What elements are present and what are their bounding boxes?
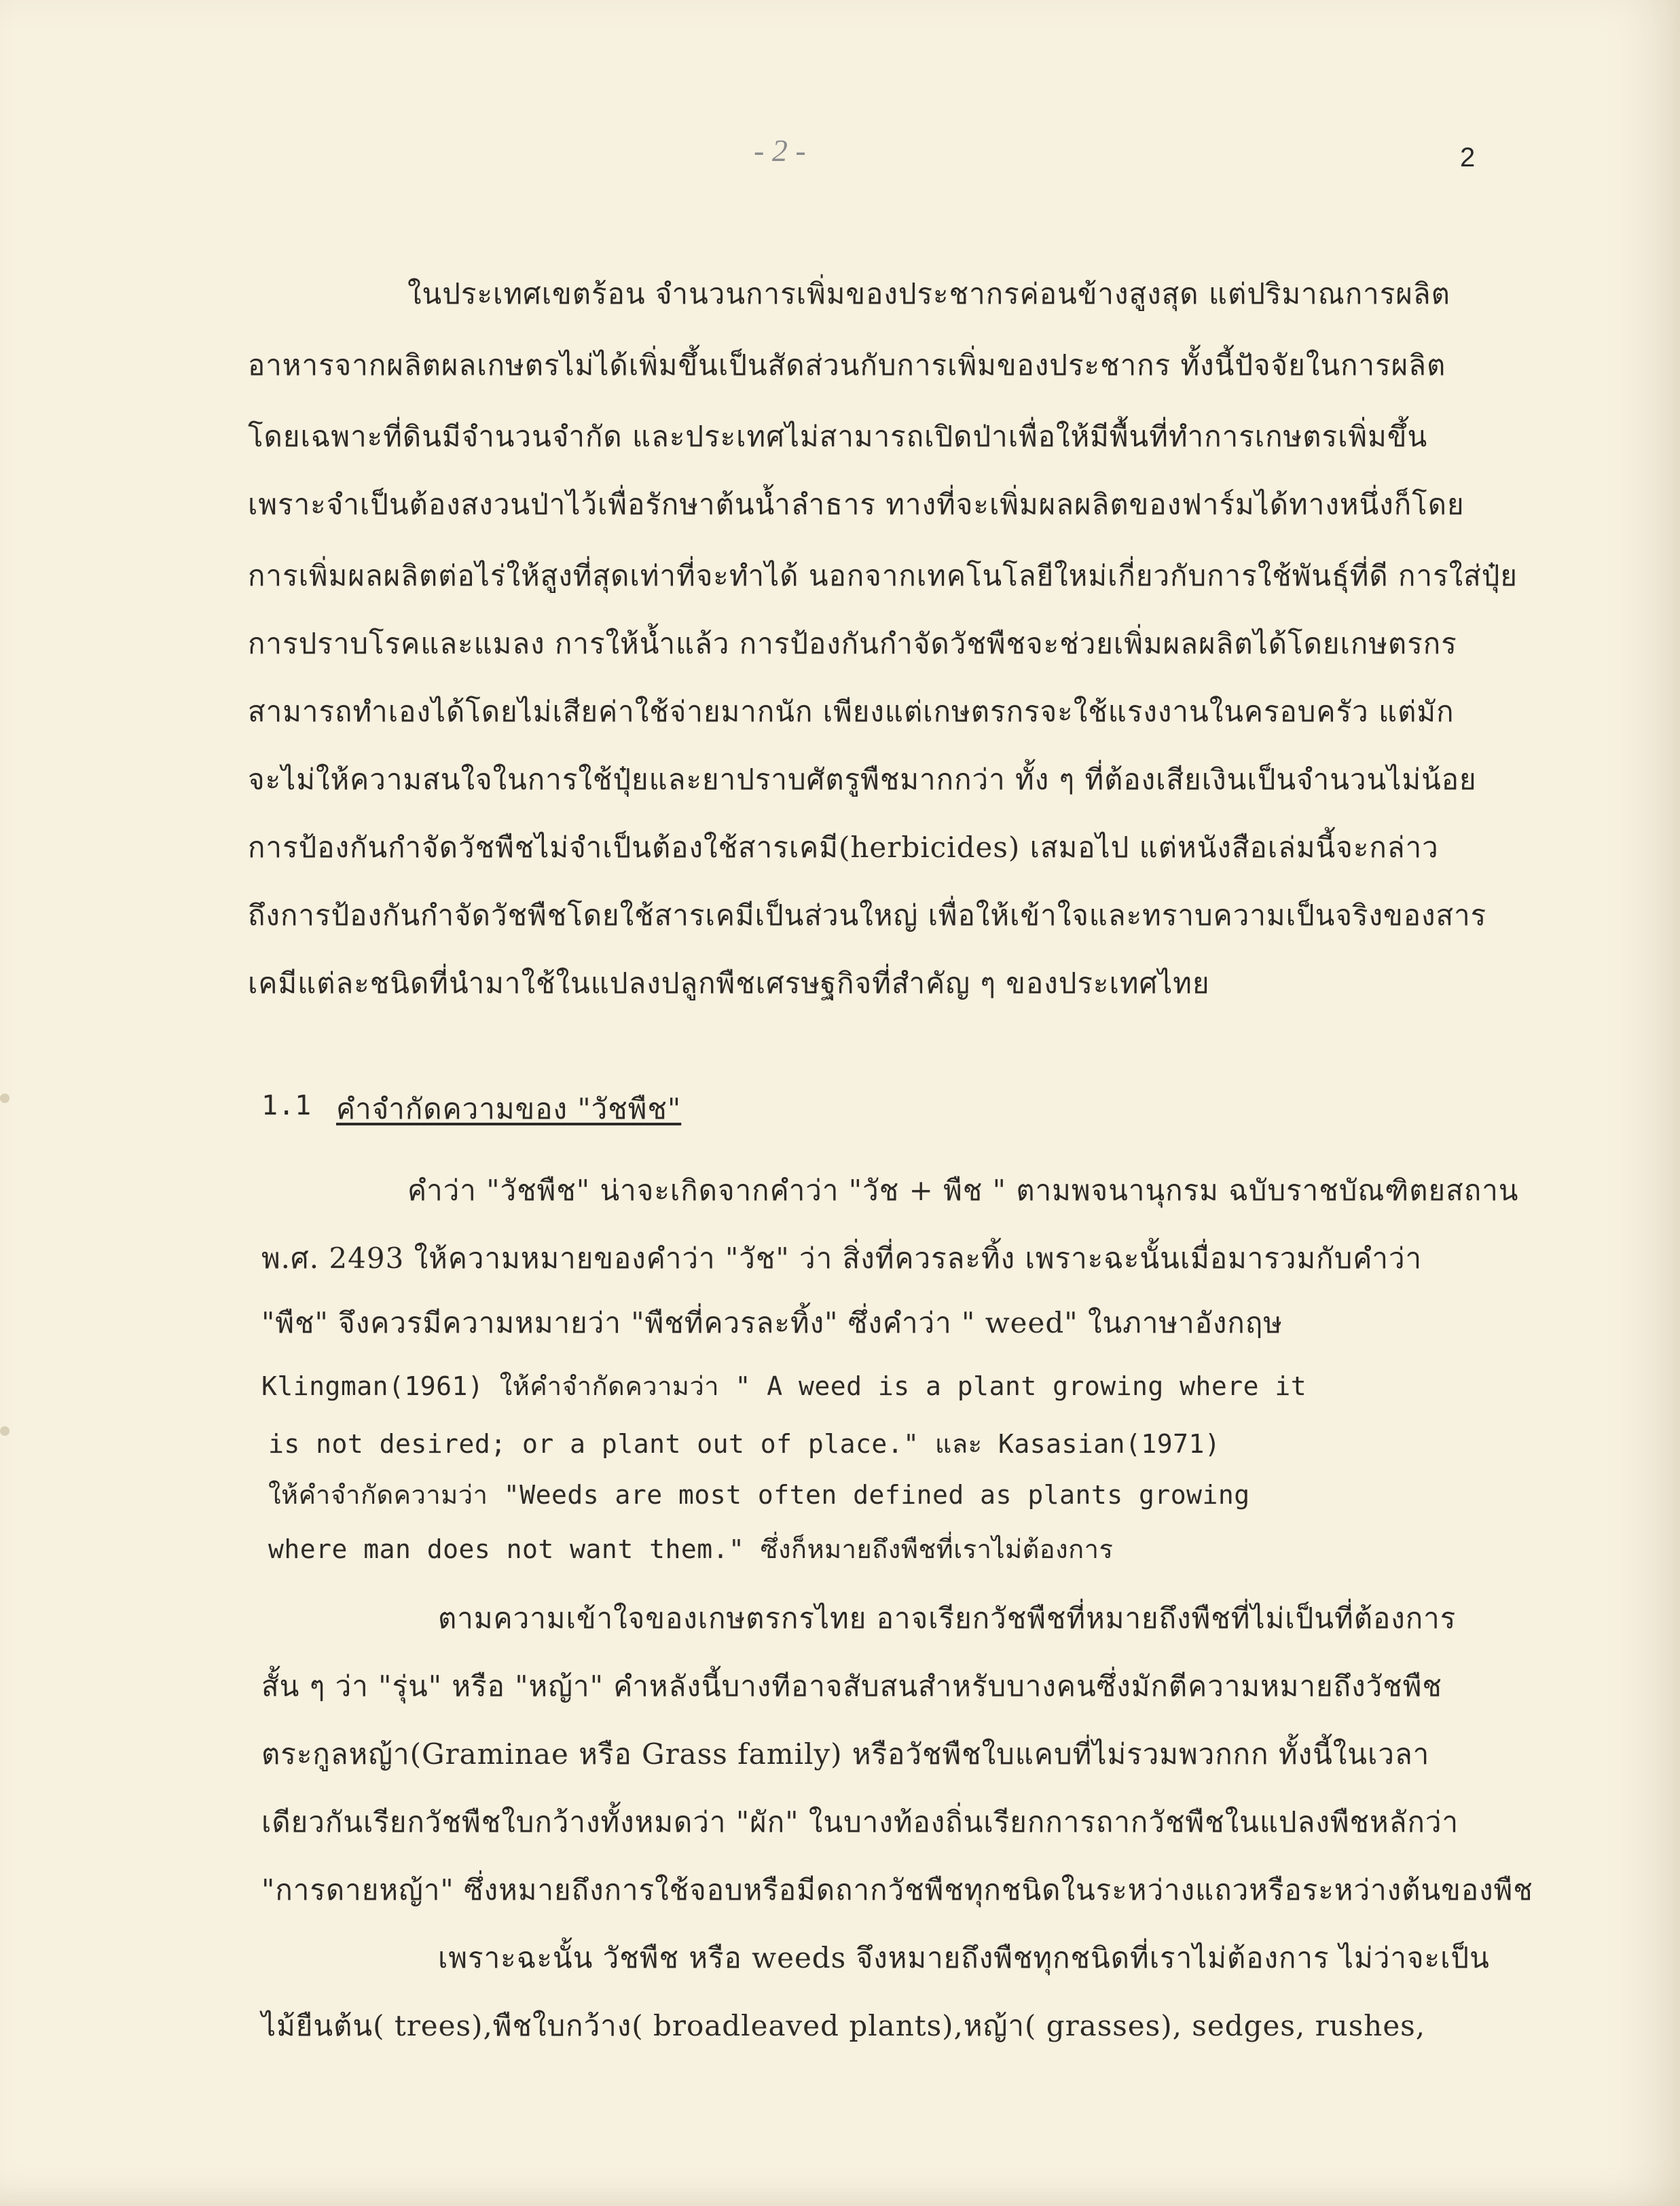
paragraph-4-line: เพราะฉะนั้น วัชพืช หรือ weeds จึงหมายถึงพืชทุกชนิดที่เราไม่ต้องการ ไม่ว่าจะเป็น bbox=[438, 1941, 1490, 1974]
paragraph-3-line: ตระกูลหญ้า(Graminae หรือ Grass family) หรือวัชพืชใบแคบที่ไม่รวมพวกกก ทั้งนี้ในเวลา bbox=[261, 1737, 1430, 1771]
paragraph-1-line: โดยเฉพาะที่ดินมีจำนวนจำกัด และประเทศไม่สามารถเปิดป่าเพื่อให้มีพื้นที่ทำการเกษตรเพิ่มขึ้น bbox=[248, 420, 1428, 453]
paragraph-1-line: ในประเทศเขตร้อน จำนวนการเพิ่มของประชากรค่อนข้างสูงสุด แต่ปริมาณการผลิต bbox=[407, 277, 1450, 310]
paragraph-2-line: พ.ศ. 2493 ให้ความหมายของคำว่า "วัช" ว่า สิ่งที่ควรละทิ้ง เพราะฉะนั้นเมื่อมารวมกับคำว่า bbox=[261, 1242, 1423, 1275]
paragraph-2-line: "พืช" จึงควรมีความหมายว่า "พืชที่ควรละทิ้ง" ซึ่งคำว่า " weed" ในภาษาอังกฤษ bbox=[261, 1306, 1283, 1339]
paragraph-1-line: เคมีแต่ละชนิดที่นำมาใช้ในแปลงปลูกพืชเศรษฐกิจที่สำคัญ ๆ ของประเทศไทย bbox=[248, 966, 1210, 1000]
section-title: คำจำกัดความของ "วัชพืช" bbox=[336, 1092, 682, 1125]
paragraph-1-line: อาหารจากผลิตผลเกษตรไม่ได้เพิ่มขึ้นเป็นสัดส่วนกับการเพิ่มของประชากร ทั้งนี้ปัจจัยในการผลิต bbox=[248, 348, 1446, 382]
paragraph-1-line: ถึงการป้องกันกำจัดวัชพืชโดยใช้สารเคมีเป็นส่วนใหญ่ เพื่อให้เข้าใจและทราบความเป็นจริงของสาร bbox=[248, 899, 1487, 932]
page-number: 2 bbox=[1460, 143, 1476, 173]
paragraph-3-line: เดียวกันเรียกวัชพืชใบกว้างทั้งหมดว่า "ผัก" ในบางท้องถิ่นเรียกการถากวัชพืชในแปลงพืชหลักว่า bbox=[261, 1805, 1459, 1839]
paragraph-2-line: is not desired; or a plant out of place." และ Kasasian(1971) bbox=[268, 1429, 1221, 1459]
paragraph-1-line: การป้องกันกำจัดวัชพืชไม่จำเป็นต้องใช้สารเคมี(herbicides) เสมอไป แต่หนังสือเล่มนี้จะกล่าว bbox=[248, 831, 1439, 864]
paragraph-2-line: Klingman(1961) ให้คำจำกัดความว่า " A weed is a plant growing where it bbox=[261, 1371, 1307, 1401]
section-number: 1.1 bbox=[261, 1090, 312, 1121]
paragraph-3-line: "การดายหญ้า" ซึ่งหมายถึงการใช้จอบหรือมีดถากวัชพืชทุกชนิดในระหว่างแถวหรือระหว่างต้นของพืช bbox=[261, 1873, 1533, 1906]
paragraph-2-line: คำว่า "วัชพืช" น่าจะเกิดจากคำว่า "วัช + พืช " ตามพจนานุกรม ฉบับราชบัณฑิตยสถาน bbox=[407, 1174, 1519, 1207]
paragraph-3-line: ตามความเข้าใจของเกษตรกรไทย อาจเรียกวัชพืชที่หมายถึงพืชที่ไม่เป็นที่ต้องการ bbox=[438, 1602, 1457, 1635]
paragraph-4-line: ไม้ยืนต้น( trees),พืชใบกว้าง( broadleaved plants),หญ้า( grasses), sedges, rushes, bbox=[261, 2009, 1426, 2042]
paragraph-1-line: การเพิ่มผลผลิตต่อไร่ให้สูงที่สุดเท่าที่จะทำได้ นอกจากเทคโนโลยีใหม่เกี่ยวกับการใช้พันธุ์ที่ดี การใส่ปุ๋ย bbox=[248, 559, 1518, 592]
paragraph-1-line: การปราบโรคและแมลง การให้น้ำแล้ว การป้องกันกำจัดวัชพืชจะช่วยเพิ่มผลผลิตได้โดยเกษตรกร bbox=[248, 627, 1457, 660]
pencil-page-mark: - 2 - bbox=[754, 133, 806, 168]
paragraph-2-line: where man does not want them." ซึ่งก็หมายถึงพืชที่เราไม่ต้องการ bbox=[268, 1534, 1114, 1564]
binder-hole-mark bbox=[0, 1426, 10, 1436]
paragraph-1-line: เพราะจำเป็นต้องสงวนป่าไว้เพื่อรักษาต้นน้ำลำธาร ทางที่จะเพิ่มผลผลิตของฟาร์มได้ทางหนึ่งก็โดย bbox=[248, 488, 1465, 521]
paragraph-1-line: จะไม่ให้ความสนใจในการใช้ปุ๋ยและยาปราบศัตรูพืชมากกว่า ทั้ง ๆ ที่ต้องเสียเงินเป็นจำนวนไม่น้อย bbox=[248, 763, 1477, 796]
paragraph-1-line: สามารถทำเองได้โดยไม่เสียค่าใช้จ่ายมากนัก เพียงแต่เกษตรกรจะใช้แรงงานในครอบครัว แต่มัก bbox=[248, 695, 1455, 728]
paragraph-3-line: สั้น ๆ ว่า "รุ่น" หรือ "หญ้า" คำหลังนี้บางทีอาจสับสนสำหรับบางคนซึ่งมักตีความหมายถึงวัชพืช bbox=[261, 1669, 1442, 1703]
paragraph-2-line: ให้คำจำกัดความว่า "Weeds are most often defined as plants growing bbox=[268, 1480, 1250, 1510]
binder-hole-mark bbox=[0, 1093, 10, 1103]
